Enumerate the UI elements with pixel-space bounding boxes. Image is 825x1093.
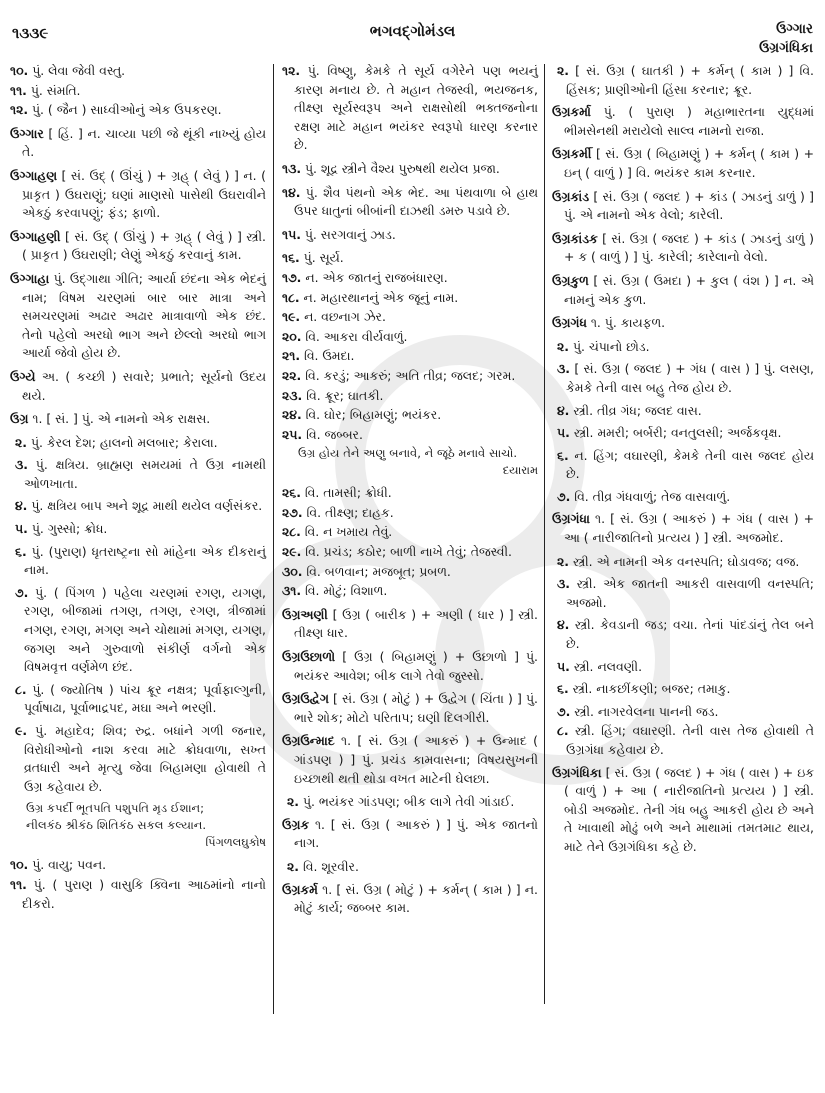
sense-number: ૭. bbox=[557, 703, 571, 719]
definition-text: વિ. આકરા વીર્યવાળું. bbox=[305, 328, 408, 344]
sense-entry bbox=[552, 62, 814, 99]
definition-text: વિ. ઘોર; બિહામણું; ભયંકર. bbox=[305, 407, 442, 423]
sense-number: ૯. bbox=[15, 723, 28, 738]
headword: ઉગ્રકર્મા bbox=[552, 104, 591, 120]
quotation-line: નીલકંઠ શ્રીકંઠ શિતિકંઠ સકલ કલ્યાન. bbox=[26, 818, 207, 833]
sense-entry bbox=[10, 856, 266, 875]
definition-text: [ સં. ઉગ્ર ( જલદ ) + કાંડ ( ઝાડનું ડાળું ) ] પું. એ નામનો એક વેલો; કારેલી. bbox=[564, 188, 814, 223]
dictionary-entry bbox=[282, 690, 538, 727]
dictionary-entry bbox=[10, 125, 266, 162]
sense-number: ૧૬. bbox=[282, 250, 300, 266]
sense-number: ૧૭. bbox=[282, 269, 302, 285]
definition-text: [ ઉગ્ર ( બારીક ) + અણી ( ધાર ) ] સ્ત્રી. તીક્ષ્ણ ધાર. bbox=[294, 606, 538, 641]
definition-text: પું. શૂદ્ર સ્ત્રીને વૈશ્ય પુરુષથી થયેલ પ્રજા. bbox=[304, 160, 500, 176]
sense-entry bbox=[282, 387, 538, 406]
sense-number: ૬. bbox=[15, 543, 27, 559]
definition-text: ન. વછનાગ ઝેર. bbox=[304, 309, 386, 325]
sense-entry bbox=[282, 184, 538, 221]
sense-entry bbox=[282, 793, 538, 812]
dictionary-entry bbox=[552, 103, 814, 140]
sense-entry bbox=[552, 402, 814, 421]
sense-entry bbox=[282, 426, 538, 445]
sense-entry bbox=[552, 680, 814, 699]
sense-entry bbox=[282, 308, 538, 327]
sense-number: ૩. bbox=[557, 361, 570, 377]
definition-text: [ સં. ઉગ્ર ( બિહામણું ) + કર્મન્ ( કામ ) + ઇન્ ( વાળું ) ] વિ. ભયંકર કામ કરનાર. bbox=[564, 146, 814, 180]
definition-text: પું. ગુસ્સો; ક્રોધ. bbox=[31, 521, 108, 537]
definition-text: પું. ( જ્યોતિષ ) પાંચ ક્રૂર નક્ષત્ર; પૂર્વાફાલ્ગુની, પૂર્વાષાઢા, પૂર્વાભાદ્રપદ, મઘા અને ભરણી. bbox=[24, 681, 266, 716]
sense-entry bbox=[10, 101, 266, 120]
definition-text: પું. ઉદ્ગાથા ગીતિ; આર્યા છંદના એક ભેદનું નામ; વિષમ ચરણમાં બાર બાર માત્રા અને સમચરણમાં અઢાર અઢાર માત્રાવાળો એક છંદ. તેનો પહેલો અરધો ભાગ અને છેલ્લો અરધો ભાગ આર્યા જેવો હોય છે. bbox=[22, 270, 266, 361]
sense-number: ૧૯. bbox=[282, 309, 301, 325]
sense-entry bbox=[552, 703, 814, 722]
quotation-line: ઉગ્ર કપર્દી ભૂતપતિ પશુપતિ મૃડ ઈશાન; bbox=[26, 801, 205, 816]
sense-number: ૨૧. bbox=[282, 348, 301, 364]
definition-text: વિ. જબ્બર. bbox=[306, 426, 363, 442]
dictionary-entry bbox=[282, 606, 538, 643]
sense-number: ૭. bbox=[557, 488, 571, 504]
definition-text: પું. ક્ષત્રિય બાપ અને શૂદ્ર માથી થયેલ વર્ણસંકર. bbox=[31, 498, 263, 514]
dictionary-entry bbox=[10, 228, 266, 265]
dictionary-entry bbox=[282, 881, 538, 918]
definition-text: વિ. તામસી; ક્રોધી. bbox=[304, 485, 392, 501]
definition-text: [ હિં. ] ન. ચાવ્યા પછી જે થૂંકી નાખ્યું હોય તે. bbox=[22, 125, 266, 160]
sense-number: ૨. bbox=[557, 338, 569, 354]
dictionary-entry bbox=[552, 314, 814, 333]
sense-entry bbox=[282, 523, 538, 542]
sense-number: ૫. bbox=[15, 521, 28, 537]
sense-number: ૨૨. bbox=[282, 367, 302, 383]
sense-entry bbox=[282, 269, 538, 288]
sense-entry bbox=[552, 447, 814, 484]
dictionary-entry bbox=[552, 188, 814, 225]
definition-text: પું. ( પુરાણ ) મહાભારતના યુદ્ધમાં ભીમસેનથી મરાયેલો સાલ્વ નામનો રાજા. bbox=[564, 104, 814, 138]
definition-text: ૧. પું. કાયફળ. bbox=[590, 315, 666, 331]
dictionary-entry bbox=[10, 410, 266, 429]
sense-number: ૧૫. bbox=[282, 226, 301, 242]
definition-text: સ્ત્રી. હિંગ; વઘારણી. તેની વાસ તેજ હોવાથી તે ઉગ્રગંધા કહેવાય છે. bbox=[566, 723, 814, 757]
sense-number: ૪. bbox=[15, 498, 28, 514]
headword: ઉગ્ગાર bbox=[10, 125, 44, 141]
sense-entry bbox=[282, 858, 538, 877]
definition-text: પું. સરગવાનું ઝાડ. bbox=[304, 226, 396, 242]
definition-text: ૧. [ સં. ઉગ્ર ( આકરું ) ] પું. એક જાતનો નાગ. bbox=[294, 816, 538, 851]
definition-text: પું. ( પિંગળ ) પહેલા ચરણમાં રગણ, યગણ, રગણ, બીજામાં તગણ, તગણ, રગણ, ત્રીજામાં નગણ, રગણ, મગણ અને ચોથામાં મગણ, યગણ, જગણ અને ગુરુવાળો સંકીર્ણ વર્ગનો એક વિષમવૃત્ત વર્ણમેળ છંદ. bbox=[24, 584, 266, 675]
definition-text: પું. સંમતિ. bbox=[30, 82, 81, 98]
sense-number: ૨૦. bbox=[282, 328, 302, 344]
sense-number: ૬. bbox=[557, 447, 569, 463]
sense-entry bbox=[282, 406, 538, 425]
headword: ઉગ્ગાહણી bbox=[10, 228, 61, 244]
sense-entry bbox=[10, 681, 266, 718]
headword: ઉગ્રઉદ્વેગ bbox=[282, 691, 329, 707]
definition-text: વિ. બળવાન; મજબૂત; પ્રબળ. bbox=[306, 563, 451, 579]
dictionary-entry bbox=[10, 270, 266, 363]
sense-entry bbox=[282, 160, 538, 179]
column-divider bbox=[544, 64, 545, 1004]
sense-number: ૨૫. bbox=[282, 426, 303, 442]
sense-entry bbox=[282, 289, 538, 308]
sense-entry bbox=[282, 504, 538, 523]
page-number: ૧૩૩૯ bbox=[12, 24, 49, 42]
column-2 bbox=[282, 62, 538, 923]
sense-entry bbox=[10, 456, 266, 493]
definition-text: પું. વિષ્ણુ, કેમકે તે સૂર્ય વગેરેને પણ ભયનું કારણ મનાય છે. તે મહાન તેજસ્વી, ભયજનક, તીક્ષ્ણ સૂર્યસ્વરૂપ અને રાક્ષસોથી ભક્તજનોના રક્ષણ માટે મહાન ભયંકર સ્વરૂપો ધારણ કરનાર છે. bbox=[294, 63, 538, 153]
headword: ઉગ્રકુળ bbox=[552, 272, 589, 288]
definition-text: ૧. [ સં. ] પું. એ નામનો એક રાક્ષસ. bbox=[32, 411, 211, 427]
definition-text: સ્ત્રી. એ નામની એક વનસ્પતિ; ઘોડાવજ; વજ. bbox=[572, 553, 800, 569]
dictionary-entry bbox=[552, 230, 814, 267]
sense-entry bbox=[282, 582, 538, 601]
sense-entry bbox=[552, 722, 814, 759]
sense-entry bbox=[552, 553, 814, 572]
definition-text: [ સં. ઉદ્ ( ઊંચું ) + ગ્રહ્ ( લેવું ) ] ન. ( પ્રાકૃત ) ઉઘરાણું; ઘણાં માણસો પાસેથી ઉઘરાવીને એકઠું કરવાપણું; ફંડ; ફાળો. bbox=[22, 167, 266, 221]
sense-number: ૩૧. bbox=[282, 583, 302, 599]
sense-number: ૪. bbox=[557, 402, 570, 418]
sense-number: ૩. bbox=[557, 576, 570, 592]
sense-number: ૨. bbox=[15, 434, 27, 450]
sense-number: ૫. bbox=[557, 425, 570, 441]
sense-number: ૫. bbox=[557, 658, 570, 674]
definition-text: પું. કેરલ દેશ; હાલનો મલબાર; કેરાલા. bbox=[30, 434, 218, 450]
sense-entry bbox=[282, 367, 538, 386]
definition-text: વિ. તીક્ષ્ણ; દાહક. bbox=[306, 504, 394, 520]
definition-text: પું. ક્ષત્રિય. બ્રાહ્મણ સમયમાં તે ઉગ્ર નામથી ઓળખાતા. bbox=[24, 457, 266, 491]
guide-words bbox=[759, 20, 813, 58]
running-title: ભગવદ્ગોમંડલ bbox=[369, 22, 456, 40]
sense-number: ૨. bbox=[287, 858, 299, 874]
sense-entry bbox=[10, 543, 266, 580]
headword: ઉગ્રઉન્માદ bbox=[282, 733, 335, 749]
column-3 bbox=[552, 62, 814, 862]
definition-text: વિ. કરડું; આકરું; અતિ તીવ્ર; જલદ; ગરમ. bbox=[305, 367, 516, 383]
headword: ઉગ્ગાહણ bbox=[10, 167, 57, 183]
sense-number: ૧૨. bbox=[10, 102, 29, 118]
definition-text: પું. ( જૈન ) સાધ્વીઓનું એક ઉપકરણ. bbox=[32, 102, 222, 118]
dictionary-entry bbox=[282, 648, 538, 685]
sense-entry bbox=[282, 249, 538, 268]
sense-entry bbox=[552, 360, 814, 397]
quotation-line: ઉગ્ર હોય તેને અણુ બનાવે, ને જૂઠે મનાવે સાચો. bbox=[298, 446, 518, 461]
headword: ઉગ્રગંધિકા bbox=[552, 764, 602, 780]
sense-number: ૩. bbox=[15, 457, 28, 473]
sense-entry bbox=[552, 488, 814, 507]
definition-text: ૧. [ સં. ઉગ્ર ( આકરું ) + ઉન્માદ ( ગાંડપણ ) ] પું. પ્રચંડ કામવાસના; વિષયસુખની ઇચ્છાથી થતી થોડા વખત માટેની ઘેલછા. bbox=[294, 733, 538, 786]
quotation-source: પિંગળલઘુકોષ bbox=[205, 835, 266, 850]
sense-number: ૧૧. bbox=[10, 82, 27, 98]
definition-text: [ સં. ઉગ્ર ( ઘાતકી ) + કર્મન્ ( કામ ) ] વિ. હિંસક; પ્રાણીઓની હિંસા કરનાર; ક્રૂર. bbox=[566, 63, 814, 97]
definition-text: વિ. ઉમદા. bbox=[304, 348, 355, 364]
headword: ઉગ્રકર્મ bbox=[282, 881, 318, 897]
column-divider bbox=[273, 64, 274, 1014]
sense-number: ૨૪. bbox=[282, 407, 302, 423]
dictionary-entry bbox=[552, 272, 814, 309]
sense-entry bbox=[552, 575, 814, 612]
definition-text: ૧. [ સં. ઉગ્ર ( મોટું ) + કર્મન્ ( કામ ) ] ન. મોટું કાર્ય; જબ્બર કામ. bbox=[294, 881, 538, 916]
sense-number: ૩૦. bbox=[282, 563, 303, 579]
definition-text: ન. એક જાતનું રાજબંધારણ. bbox=[305, 269, 448, 285]
definition-text: ૧. [ સં. ઉગ્ર ( આકરું ) + ગંધ ( વાસ ) + આ ( નારીજાતિનો પ્રત્યય ) ] સ્ત્રી. અજમોદ. bbox=[564, 511, 814, 546]
headword: ઉગ્રઉછાળો bbox=[282, 649, 336, 665]
definition-text: પું. લેવા જેવી વસ્તુ. bbox=[32, 63, 126, 78]
definition-text: સ્ત્રી. નાકછીંકણી; બજર; તમાકુ. bbox=[572, 681, 731, 697]
sense-entry bbox=[282, 543, 538, 562]
definition-text: ન. મહારથાનનું એક જૂનું નામ. bbox=[303, 289, 459, 305]
sense-number: ૮. bbox=[557, 723, 569, 739]
headword: ઉગ્રક bbox=[282, 816, 310, 832]
headword: ઉગ્રકર્મી bbox=[552, 146, 592, 162]
sense-number: ૨. bbox=[557, 553, 569, 569]
sense-number: ૭. bbox=[15, 584, 29, 600]
sense-number: ૨૯. bbox=[282, 544, 302, 560]
definition-text: સ્ત્રી. તીવ્ર ગંધ; જલદ વાસ. bbox=[573, 402, 702, 418]
headword: ઉગ્રગંધ bbox=[552, 315, 587, 331]
sense-number: ૨૭. bbox=[282, 504, 303, 520]
dictionary-entry bbox=[552, 764, 814, 857]
sense-entry bbox=[10, 497, 266, 516]
dictionary-entry bbox=[552, 510, 814, 547]
sense-number: ૨૩. bbox=[282, 387, 303, 403]
dictionary-entry bbox=[10, 167, 266, 223]
sense-number: ૧૨. bbox=[282, 63, 301, 78]
sense-entry bbox=[10, 82, 266, 101]
sense-entry bbox=[10, 722, 266, 796]
sense-number: ૧૪. bbox=[282, 184, 301, 200]
definition-text: [ સં. ઉગ્ર ( ઉમદા ) + કુલ ( વંશ ) ] ન. એ નામનું એક કુળ. bbox=[564, 272, 814, 307]
dictionary-entry bbox=[552, 145, 814, 182]
quotation-source: દયારામ bbox=[502, 463, 538, 478]
headword: ઉગ્ર bbox=[10, 411, 29, 427]
definition-text: પું. ( પુરાણ ) વાસુકિ ક્વિના આઠમાંનો નાનો દીકરો. bbox=[22, 876, 266, 911]
guide-word-last: ઉગ્રગંધિકા bbox=[759, 40, 813, 56]
sense-number: ૨૮. bbox=[282, 524, 301, 540]
sense-number: ૨૬. bbox=[282, 485, 301, 501]
definition-text: વિ. શૂરવીર. bbox=[302, 858, 359, 874]
sense-number: ૧૩. bbox=[282, 160, 302, 176]
sense-entry bbox=[282, 563, 538, 582]
sense-number: ૨. bbox=[287, 794, 299, 810]
definition-text: પું. ચંપાનો છોડ. bbox=[572, 338, 650, 354]
sense-entry bbox=[282, 328, 538, 347]
headword: ઉગ્રકાંડક bbox=[552, 230, 598, 246]
sense-number: ૪. bbox=[557, 617, 570, 633]
definition-text: વિ. ક્રૂર; ઘાતકી. bbox=[306, 387, 384, 403]
sense-entry bbox=[10, 62, 266, 81]
headword: ઉગ્યે bbox=[10, 368, 36, 384]
headword: ઉગ્રગંધા bbox=[552, 511, 590, 527]
sense-entry bbox=[552, 658, 814, 677]
definition-text: [ ઉગ્ર ( બિહામણું ) + ઉછાળો ] પું. ભયંકર આવેશ; બીક લાગે તેવો જુસ્સો. bbox=[294, 649, 538, 683]
sense-entry bbox=[552, 424, 814, 443]
sense-entry bbox=[10, 520, 266, 539]
definition-text: [ સં. ઉગ્ર ( જલદ ) + કાંડ ( ઝાડનું ડાળું ) + ક ( વાળું ) ] પું. કારેલી; કારેલાનો વેલો. bbox=[564, 230, 814, 265]
sense-number: ૧૦. bbox=[10, 857, 29, 873]
sense-entry bbox=[282, 484, 538, 503]
definition-text: વિ. પ્રચંડ; કઠોર; બાળી નાખે તેવું; તેજસ્વી. bbox=[305, 544, 512, 560]
headword: ઉગ્રઅણી bbox=[282, 606, 328, 622]
dictionary-entry bbox=[10, 368, 266, 405]
guide-word-first: ઉગ્ગાર bbox=[776, 21, 813, 37]
sense-entry bbox=[282, 62, 538, 155]
definition-text: પું. શૈવ પંથનો એક ભેદ. આ પંથવાળા બે હાથ ઉપર ધાતુનાં બીબાંની દાઝથી ડમરુ પડાવે છે. bbox=[294, 184, 538, 219]
definition-text: સ્ત્રી. મમરી; બર્બરી; વનતુલસી; અર્જકવૃક્ષ. bbox=[573, 425, 782, 441]
sense-number: ૧૮. bbox=[282, 289, 300, 305]
definition-text: [ સં. ઉગ્ર ( જલદ ) + ગંધ ( વાસ ) + ઇક ( વાળું ) + આ ( નારીજાતિનો પ્રત્યય ) ] સ્ત્રી. બોડી અજમોદ. તેની ગંધ બહુ આકરી હોય છે અને તે ખાવાથી મોઢું બળે અને માથામાં તમતમાટ થાય, માટે તેને ઉગ્રગંધિકા કહે છે. bbox=[564, 764, 814, 854]
sense-entry bbox=[552, 616, 814, 653]
definition-text: સ્ત્રી. એક જાતની આકરી વાસવાળી વનસ્પતિ; અજમો. bbox=[566, 576, 814, 610]
definition-text: [ સં. ઉગ્ર ( જલદ ) + ગંધ ( વાસ ) ] પું. લસણ, કેમકે તેની વાસ બહુ તેજ હોય છે. bbox=[566, 361, 814, 395]
definition-text: ન. હિંગ; વઘારણી, કેમકે તેની વાસ જલદ હોય છે. bbox=[566, 447, 814, 482]
sense-number: ૬. bbox=[557, 681, 569, 697]
definition-text: [ સં. ઉગ્ર ( મોટું ) + ઉદ્વેગ ( ચિંતા ) ] પું. ભારે શોક; મોટો પરિતાપ; ઘણી દિલગીરી. bbox=[294, 691, 538, 725]
definition-text: વિ. તીવ્ર ગંધવાળું; તેજ વાસવાળું. bbox=[574, 488, 731, 504]
definition-text: [ સં. ઉદ્ ( ઊંચું ) + ગ્રહ્ ( લેવું ) ] સ્ત્રી. ( પ્રાકૃત ) ઉઘરાણી; લેણું એકઠું કરવાનું કામ. bbox=[22, 228, 266, 263]
dictionary-entry bbox=[282, 816, 538, 853]
definition-text: પું. (પુરાણ) ધૃતરાષ્ટ્રના સો માંહેના એક દીકરાનું નામ. bbox=[24, 543, 266, 578]
definition-text: સ્ત્રી. નલવણી. bbox=[573, 658, 643, 674]
sense-entry bbox=[10, 434, 266, 453]
definition-text: પું. વાયુ; પવન. bbox=[32, 857, 107, 873]
definition-text: અ. ( કચ્છી ) સવારે; પ્રભાતે; સૂર્યનો ઉદય થયે. bbox=[22, 368, 266, 403]
sense-number: ૮. bbox=[15, 681, 27, 697]
definition-text: સ્ત્રી. કેવડાની જડ; વચા. તેનાં પાંદડાંનું તેલ બને છે. bbox=[566, 617, 814, 652]
sense-number: ૧૦. bbox=[10, 63, 29, 78]
sense-entry bbox=[10, 584, 266, 677]
dictionary-entry bbox=[282, 732, 538, 788]
sense-entry bbox=[10, 876, 266, 913]
definition-text: વિ. મોટું; વિશાળ. bbox=[304, 583, 388, 599]
sense-entry bbox=[282, 226, 538, 245]
definition-text: પું. મહાદેવ; શિવ; રુદ્ર. બધાંને ગળી જનાર, વિરોધીઓનો નાશ કરવા માટે ક્રોધવાળા, સખ્ત વ્રતધારી અને મૃત્યુ જેવા બિહામણા હોવાથી તે ઉગ્ર કહેવાય છે. bbox=[24, 723, 266, 794]
sense-number: ૨. bbox=[557, 63, 569, 78]
sense-number: ૧૧. bbox=[10, 876, 27, 892]
definition-text: સ્ત્રી. નાગરવેલના પાનની જડ. bbox=[574, 703, 719, 719]
definition-text: પું. સૂર્ય. bbox=[303, 250, 344, 266]
headword: ઉગ્ગાહા bbox=[10, 270, 50, 286]
sense-entry bbox=[552, 338, 814, 357]
column-1 bbox=[10, 62, 266, 918]
sense-entry bbox=[282, 347, 538, 366]
headword: ઉગ્રકાંડ bbox=[552, 188, 589, 204]
definition-text: વિ. ન ખમાય તેવું. bbox=[304, 524, 393, 540]
definition-text: પું. ભયંકર ગાંડપણ; બીક લાગે તેવી ગાંડાઈ. bbox=[302, 794, 515, 810]
